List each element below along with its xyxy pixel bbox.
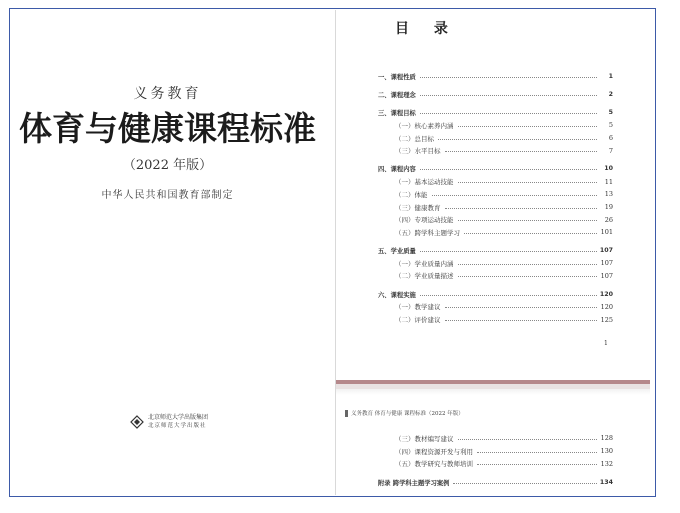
toc-entry-page: 107 <box>600 271 613 280</box>
toc-chapter-row[interactable] <box>378 163 613 176</box>
running-header <box>345 409 464 417</box>
toc-section-row[interactable] <box>378 432 613 445</box>
toc-chapter-row[interactable] <box>378 476 613 489</box>
toc-entry-page: 107 <box>599 247 613 255</box>
cover-edition: （2022 年版） <box>122 158 213 173</box>
publisher-block <box>130 414 208 430</box>
toc-entry-label: （五）教学研究与教师培训 <box>395 460 473 469</box>
toc-entry-page: 5 <box>608 109 613 117</box>
toc-entry-page: 13 <box>604 190 613 199</box>
toc-leader-dots <box>420 95 597 96</box>
toc-leader-dots <box>458 182 598 183</box>
toc-entry-page: 120 <box>599 290 613 298</box>
toc-leader-dots <box>477 452 597 453</box>
toc-leader-dots <box>464 233 597 234</box>
toc-entry-label: （三）水平目标 <box>395 147 441 156</box>
toc-entry-page: 101 <box>600 228 613 237</box>
running-header-marker <box>345 410 348 417</box>
toc-section-row[interactable] <box>378 144 613 157</box>
toc-entry-label: （三）健康教育 <box>395 203 441 212</box>
toc-leader-dots <box>432 195 598 196</box>
publisher-line1: 北京师范大学出版集团 <box>148 414 209 421</box>
toc-entry-label: 附录 跨学科主题学习案例 <box>378 479 450 487</box>
toc-leader-dots <box>445 151 598 152</box>
toc-entry-page: 6 <box>608 134 613 143</box>
toc-chapter-row[interactable] <box>378 106 613 119</box>
toc-section-row[interactable] <box>378 445 613 458</box>
toc-heading: 目 录 <box>395 21 458 37</box>
toc-entry-label: （二）学业质量描述 <box>395 272 454 281</box>
toc-entry-page: 26 <box>604 215 613 224</box>
toc-section-row[interactable] <box>378 175 613 188</box>
toc-chapter-row[interactable] <box>378 70 613 83</box>
toc-section-row[interactable] <box>378 257 613 270</box>
toc-entry-label: （一）基本运动技能 <box>395 178 454 187</box>
toc-entry-page: 107 <box>600 259 613 268</box>
toc-section-row[interactable] <box>378 226 613 239</box>
toc-entry-label: （四）专项运动技能 <box>395 216 454 225</box>
toc-leader-dots <box>420 169 597 170</box>
toc-section-row[interactable] <box>378 301 613 314</box>
toc-entry-page: 125 <box>600 315 613 324</box>
toc-section-row[interactable] <box>378 119 613 132</box>
toc-leader-dots <box>420 77 597 78</box>
running-header-text: 义务教育 体育与健康 课程标准（2022 年版） <box>351 411 464 417</box>
toc-section-row[interactable] <box>378 213 613 226</box>
toc-entry-label: 三、课程目标 <box>378 110 416 118</box>
toc-list <box>378 70 613 326</box>
toc-section-row[interactable] <box>378 313 613 326</box>
toc-entry-label: （二）体能 <box>395 190 428 199</box>
toc-entry-page: 11 <box>604 177 613 186</box>
toc-entry-page: 132 <box>600 459 613 468</box>
toc-entry-label: （二）总目标 <box>395 134 434 143</box>
toc-section-row[interactable] <box>378 458 613 471</box>
toc-list-continued <box>378 432 613 489</box>
toc-entry-label: （三）教材编写建议 <box>395 434 454 443</box>
publisher-logo-icon <box>130 415 144 429</box>
toc-entry-page: 2 <box>608 91 613 99</box>
toc-leader-dots <box>420 251 597 252</box>
toc-leader-dots <box>458 276 598 277</box>
toc-entry-label: （一）学业质量内涵 <box>395 259 454 268</box>
toc-entry-page: 1 <box>608 72 613 80</box>
toc-leader-dots <box>420 113 597 114</box>
toc-entry-label: 一、课程性质 <box>378 73 416 81</box>
cover-series: 义务教育 <box>133 86 202 102</box>
toc-entry-label: （一）教学建议 <box>395 303 441 312</box>
toc-leader-dots <box>445 208 598 209</box>
toc-entry-label: （一）核心素养内涵 <box>395 121 454 130</box>
toc-entry-label: 五、学业质量 <box>378 248 416 256</box>
toc-entry-label: 六、课程实施 <box>378 291 416 299</box>
toc-leader-dots <box>458 264 598 265</box>
toc-entry-page: 130 <box>600 447 613 456</box>
toc-leader-dots <box>458 439 598 440</box>
toc-entry-label: （五）跨学科主题学习 <box>395 228 460 237</box>
toc-leader-dots <box>420 295 597 296</box>
toc-section-row[interactable] <box>378 270 613 283</box>
toc-leader-dots <box>477 464 597 465</box>
toc-leader-dots <box>445 307 598 308</box>
toc-entry-label: （四）课程资源开发与利用 <box>395 447 473 456</box>
page-spread-divider <box>335 10 336 495</box>
toc-leader-dots <box>453 483 597 484</box>
publisher-line2: 北京师范大学出版社 <box>148 423 207 429</box>
toc-chapter-row[interactable] <box>378 288 613 301</box>
toc-entry-page: 120 <box>600 302 613 311</box>
toc-entry-page: 7 <box>608 146 613 155</box>
toc-section-row[interactable] <box>378 132 613 145</box>
cover-title: 体育与健康课程标准 <box>19 109 316 148</box>
toc-entry-label: （二）评价建议 <box>395 316 441 325</box>
toc-entry-page: 5 <box>608 121 613 130</box>
cover-issuer: 中华人民共和国教育部制定 <box>101 190 234 201</box>
toc-entry-label: 四、课程内容 <box>378 166 416 174</box>
toc-entry-page: 134 <box>599 478 613 486</box>
toc-leader-dots <box>438 139 597 140</box>
toc-entry-page: 128 <box>600 434 613 443</box>
toc-chapter-row[interactable] <box>378 244 613 257</box>
toc-entry-label: 二、课程理念 <box>378 92 416 100</box>
page-break-shadow <box>336 389 650 395</box>
toc-entry-page: 10 <box>604 165 613 173</box>
toc-section-row[interactable] <box>378 201 613 214</box>
toc-leader-dots <box>458 220 598 221</box>
toc-chapter-row[interactable] <box>378 88 613 101</box>
toc-section-row[interactable] <box>378 188 613 201</box>
toc-leader-dots <box>458 126 598 127</box>
toc-entry-page: 19 <box>604 203 613 212</box>
page-number: 1 <box>604 340 608 347</box>
toc-leader-dots <box>445 320 598 321</box>
